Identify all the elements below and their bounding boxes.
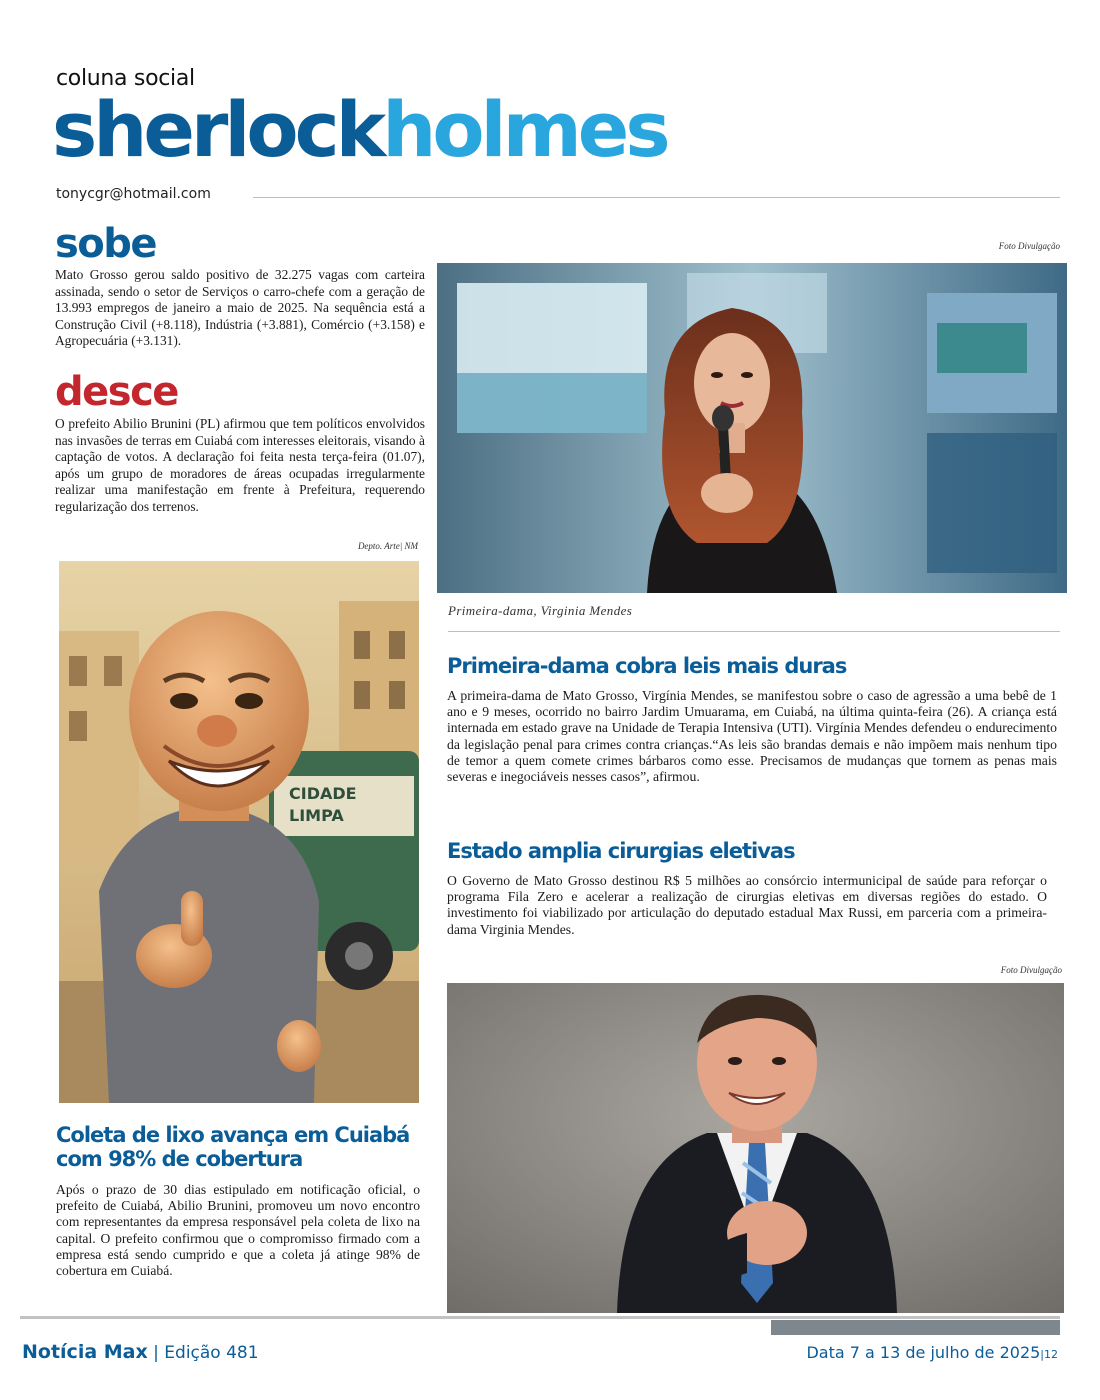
page-number: |12: [1040, 1348, 1058, 1361]
header-divider: [253, 197, 1060, 198]
publication-name: Notícia Max: [22, 1341, 148, 1363]
caption-divider: [448, 631, 1060, 632]
edition-date: Data 7 a 13 de julho de 2025: [806, 1343, 1041, 1362]
footer-publication: [22, 1341, 259, 1363]
truck-label-line1: CIDADE: [289, 784, 357, 803]
footer-date: [806, 1343, 1058, 1362]
first-lady-photo: [437, 263, 1067, 593]
sobe-heading: sobe: [55, 221, 157, 267]
surgeries-article-title: Estado amplia cirurgias eletivas: [447, 839, 795, 863]
desce-text: O prefeito Abilio Brunini (PL) afirmou que tem políticos envolvidos nas invasões de terras em Cuiabá com interesses eleitorais, visando à captação de votos. A declaração foi feita nesta terça-feira (01.07), após um grupo de moradores de áreas ocupadas irregularmente realizar uma manifestação em frente à Prefeitura, requerendo regularização dos terrenos.: [55, 416, 425, 514]
logo-part-sherlock: sherlock: [52, 85, 383, 174]
column-kicker: coluna social: [56, 66, 195, 91]
first-lady-article-text: A primeira-dama de Mato Grosso, Virgínia Mendes, se manifestou sobre o caso de agressão a uma bebê de 1 ano e 9 meses, ocorrido no bairro Jardim Umuarama, em Cuiabá, na última quinta-feira (26). A criança está internada em estado grave na Unidade de Terapia Intensiva (UTI). Virgínia Mendes defendeu o endurecimento da legislação penal para crimes contra crianças.“As leis são brandas demais e não impõem mais nenhum tipo de temor a quem comete crimes bárbaros como esse. Precisamos de mudanças que tornem as penas mais severas e inegociáveis nesses casos”, afirmou.: [447, 688, 1057, 785]
sobe-text: Mato Grosso gerou saldo positivo de 32.275 vagas com carteira assinada, sendo o setor de Serviços o carro-chefe com a geração de 13.993 empregos de janeiro a maio de 2025. Na sequência está a Construção Civil (+8.118), Indústria (+3.881), Comércio (+3.158) e Agropecuária (+3.131).: [55, 267, 425, 349]
mayor-caricature-image: [59, 561, 419, 1103]
photo2-credit: Foto Divulgação: [1000, 965, 1062, 975]
cartoon-credit: Depto. Arte| NM: [357, 541, 418, 551]
edition-number: | Edição 481: [153, 1343, 259, 1363]
first-lady-article-title: Primeira-dama cobra leis mais duras: [447, 654, 847, 678]
coleta-article-text: Após o prazo de 30 dias estipulado em notificação oficial, o prefeito de Cuiabá, Abilio Brunini, promoveu um novo encontro com representantes da empresa responsável pela coleta de lixo na capital. O prefeito confirmou que o compromisso firmado com a empresa está sendo cumprido e que a coleta já atinge 98% de cobertura em Cuiabá.: [56, 1182, 420, 1279]
footer-rule: [20, 1316, 1060, 1319]
logo-part-holmes: holmes: [382, 85, 667, 174]
first-lady-photo-caption: Primeira-dama, Virginia Mendes: [448, 603, 633, 618]
coleta-article-title: Coleta de lixo avança em Cuiabá com 98% de cobertura: [56, 1123, 410, 1171]
surgeries-article-text: O Governo de Mato Grosso destinou R$ 5 milhões ao consórcio intermunicipal de saúde para reforçar o programa Fila Zero e acelerar a realização de cirurgias eletivas em diversas regiões do estado. O investimento foi viabilizado por articulação do deputado estadual Max Russi, em parceria com a primeira-dama Virginia Mendes.: [447, 873, 1047, 937]
author-email[interactable]: tonycgr@hotmail.com: [56, 186, 211, 202]
footer-accent-bar: [771, 1320, 1060, 1335]
truck-label-line2: LIMPA: [289, 806, 344, 825]
desce-heading: desce: [55, 369, 178, 415]
column-logo: [52, 85, 667, 174]
photo1-credit: Foto Divulgação: [998, 241, 1060, 251]
deputy-photo: [447, 983, 1064, 1313]
